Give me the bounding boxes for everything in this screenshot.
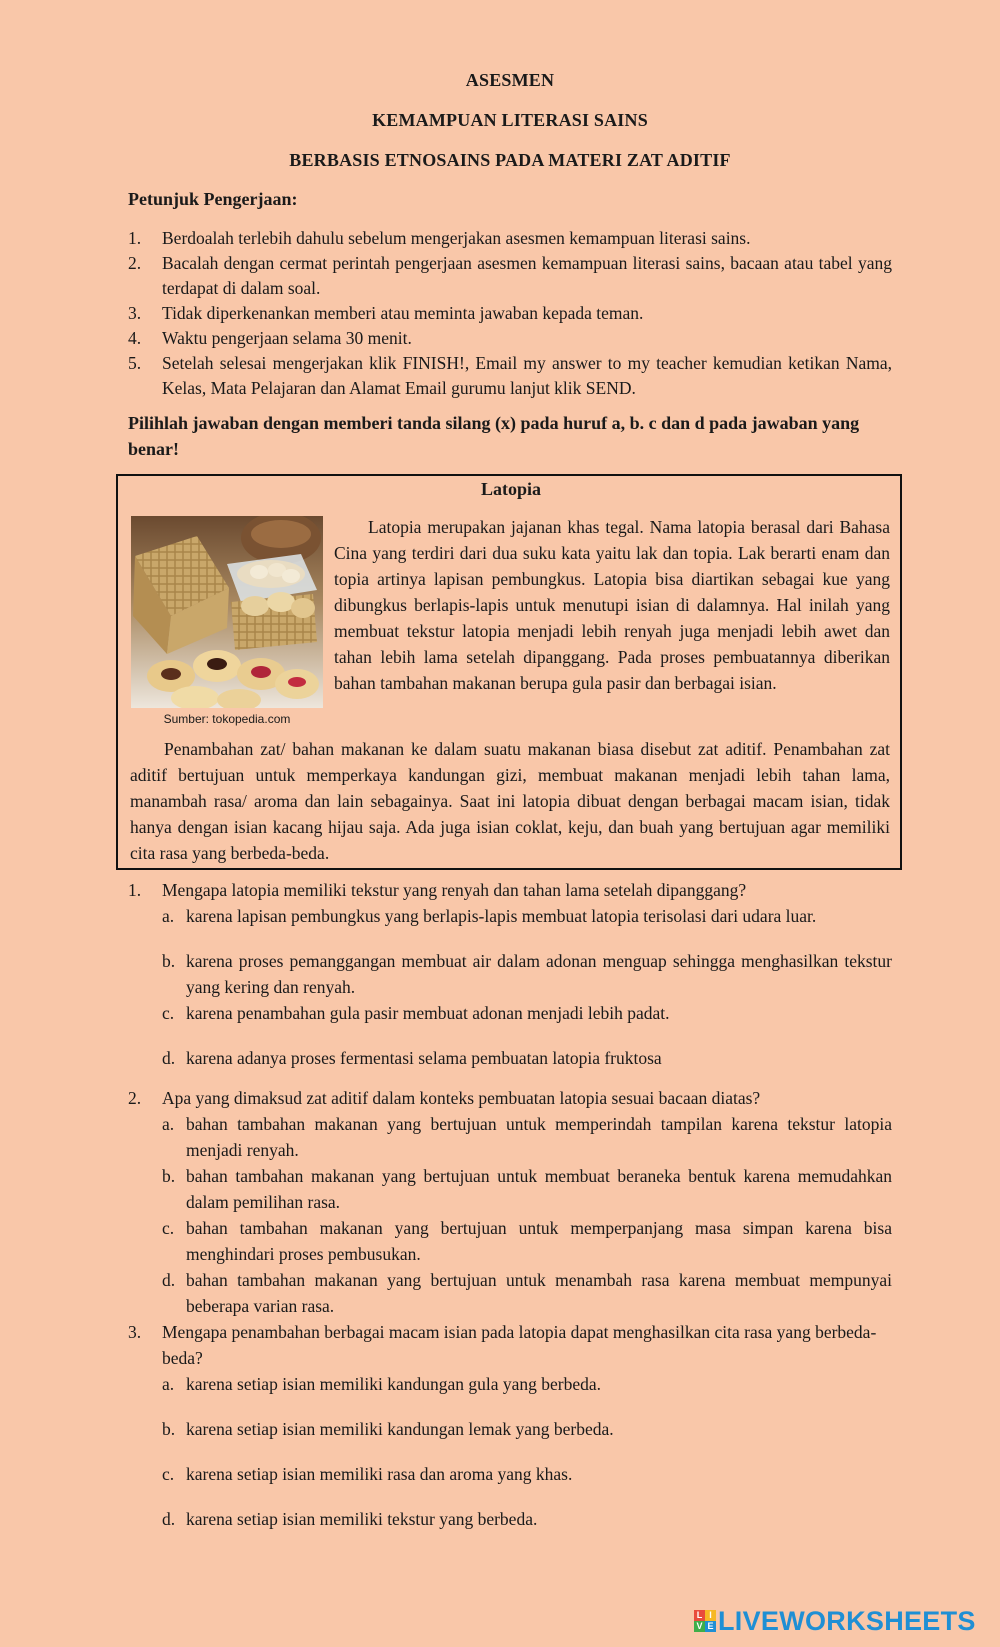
question-1 xyxy=(128,877,892,903)
passage-title: Latopia xyxy=(480,479,541,499)
passage-paragraph-2: Penambahan zat/ bahan makanan ke dalam suatu makanan biasa disebut zat aditif. Penambahan zat aditif bertujuan untuk memperkaya kandungan gizi, membuat makanan menjadi lebih tahan lama, manambah rasa/ aroma dan lain sebagainya. Saat ini latopia dibuat dengan berbagai macam isian, tidak hanya dengan isian kacang hijau saja. Ada juga isian coklat, keju, dan buah yang bertujuan agar memiliki cita rasa yang berbeda-beda. xyxy=(130,739,890,863)
option-letter[interactable]: c. xyxy=(162,1464,175,1484)
answer-option-3b[interactable] xyxy=(162,1416,892,1442)
question-number: 2. xyxy=(128,1088,142,1108)
instructions-list xyxy=(128,226,892,401)
option-letter[interactable]: b. xyxy=(162,1166,176,1186)
instruction-number: 4. xyxy=(128,328,142,348)
answer-option-2c[interactable] xyxy=(162,1215,892,1267)
option-letter[interactable]: a. xyxy=(162,1374,175,1394)
logo-text: LIVEWORKSHEETS xyxy=(718,1605,976,1636)
option-text: karena setiap isian memiliki tekstur yang berbeda. xyxy=(186,1509,538,1529)
logo-mark-letter: I xyxy=(705,1610,716,1621)
answer-option-3d[interactable] xyxy=(162,1506,892,1532)
option-text: bahan tambahan makanan yang bertujuan untuk memperpanjang masa simpan karena bisa menghindari proses pembusukan. xyxy=(186,1218,892,1264)
latopia-illustration xyxy=(131,516,323,708)
title-etnosains: BERBASIS ETNOSAINS PADA MATERI ZAT ADITIF xyxy=(289,150,731,170)
instruction-item xyxy=(128,251,892,301)
answer-instruction: Pilihlah jawaban dengan memberi tanda silang (x) pada huruf a, b. c dan d pada jawaban yang benar! xyxy=(128,413,860,459)
option-letter[interactable]: d. xyxy=(162,1509,176,1529)
instruction-item xyxy=(128,351,892,401)
answer-option-1a[interactable] xyxy=(162,903,892,929)
option-letter[interactable]: d. xyxy=(162,1270,176,1290)
instruction-item xyxy=(128,301,892,326)
instructions-heading: Petunjuk Pengerjaan: xyxy=(128,189,298,209)
answer-option-2d[interactable] xyxy=(162,1267,892,1319)
image-caption: Sumber: tokopedia.com xyxy=(163,712,291,726)
option-text: karena proses pemanggangan membuat air dalam adonan menguap sehingga menghasilkan tekstur yang kering dan renyah. xyxy=(186,951,892,997)
answer-option-2a[interactable] xyxy=(162,1111,892,1163)
option-letter[interactable]: a. xyxy=(162,1114,175,1134)
instruction-text: Setelah selesai mengerjakan klik FINISH!, Email my answer to my teacher kemudian ketikan Nama, Kelas, Mata Pelajaran dan Alamat Email gurumu lanjut klik SEND. xyxy=(162,353,892,398)
option-letter[interactable]: c. xyxy=(162,1003,175,1023)
liveworksheets-logo[interactable] xyxy=(694,1606,976,1636)
option-text: karena setiap isian memiliki kandungan lemak yang berbeda. xyxy=(186,1419,614,1439)
answer-option-1c[interactable] xyxy=(162,1000,892,1026)
logo-mark-letter: E xyxy=(705,1621,716,1632)
option-text: karena adanya proses fermentasi selama pembuatan latopia fruktosa xyxy=(186,1048,662,1068)
question-2 xyxy=(128,1085,892,1111)
instruction-number: 3. xyxy=(128,303,142,323)
option-letter[interactable]: d. xyxy=(162,1048,176,1068)
option-text: karena setiap isian memiliki rasa dan aroma yang khas. xyxy=(186,1464,573,1484)
question-text: Apa yang dimaksud zat aditif dalam konteks pembuatan latopia sesuai bacaan diatas? xyxy=(162,1088,761,1108)
question-text: Mengapa penambahan berbagai macam isian pada latopia dapat menghasilkan cita rasa yang berbeda-beda? xyxy=(162,1322,877,1368)
passage-paragraph-1: Latopia merupakan jajanan khas tegal. Nama latopia berasal dari Bahasa Cina yang terdiri dari dua suku kata yaitu lak dan topia. Lak berarti enam dan topia artinya lapisan pembungkus. Latopia bisa diartikan sebagai kue yang dibungkus berlapis-lapis untuk menutupi isian di dalamnya. Hal inilah yang membuat tekstur latopia menjadi lebih renyah juga menjadi lebih awet dan tahan lebih lama setelah dipanggang. Pada proses pembuatannya diberikan bahan tambahan makanan berupa gula pasir dan berbagai isian. xyxy=(334,517,890,693)
instruction-text: Tidak diperkenankan memberi atau meminta jawaban kepada teman. xyxy=(162,303,644,323)
option-letter[interactable]: b. xyxy=(162,1419,176,1439)
instruction-text: Waktu pengerjaan selama 30 menit. xyxy=(162,328,412,348)
option-text: bahan tambahan makanan yang bertujuan untuk membuat beraneka bentuk karena memudahkan dalam pemilihan rasa. xyxy=(186,1166,892,1212)
logo-mark-letter: L xyxy=(694,1610,705,1621)
answer-option-1b[interactable] xyxy=(162,948,892,1000)
option-text: bahan tambahan makanan yang bertujuan untuk menambah rasa karena membuat mempunyai beberapa varian rasa. xyxy=(186,1270,892,1316)
title-asesmen: ASESMEN xyxy=(465,70,555,90)
answer-option-1d[interactable] xyxy=(162,1045,892,1071)
instruction-number: 2. xyxy=(128,253,142,273)
option-letter[interactable]: a. xyxy=(162,906,175,926)
option-letter[interactable]: c. xyxy=(162,1218,175,1238)
option-text: karena penambahan gula pasir membuat adonan menjadi lebih padat. xyxy=(186,1003,670,1023)
logo-mark-icon xyxy=(694,1610,716,1632)
reading-passage-box xyxy=(116,474,902,870)
question-number: 1. xyxy=(128,880,142,900)
question-number: 3. xyxy=(128,1322,142,1342)
instruction-item xyxy=(128,226,892,251)
option-letter[interactable]: b. xyxy=(162,951,176,971)
question-3 xyxy=(128,1319,892,1371)
option-text: karena lapisan pembungkus yang berlapis-lapis membuat latopia terisolasi dari udara luar. xyxy=(186,906,817,926)
option-text: bahan tambahan makanan yang bertujuan untuk memperindah tampilan karena tekstur latopia menjadi renyah. xyxy=(186,1114,892,1160)
instruction-number: 1. xyxy=(128,228,142,248)
latopia-photo xyxy=(131,516,323,708)
answer-option-3c[interactable] xyxy=(162,1461,892,1487)
instruction-number: 5. xyxy=(128,353,142,373)
instruction-text: Bacalah dengan cermat perintah pengerjaan asesmen kemampuan literasi sains, bacaan atau tabel yang terdapat di dalam soal. xyxy=(162,253,892,298)
answer-option-3a[interactable] xyxy=(162,1371,892,1397)
instruction-text: Berdoalah terlebih dahulu sebelum mengerjakan asesmen kemampuan literasi sains. xyxy=(162,228,751,248)
instruction-item xyxy=(128,326,892,351)
title-literasi-sains: KEMAMPUAN LITERASI SAINS xyxy=(372,110,648,130)
answer-option-2b[interactable] xyxy=(162,1163,892,1215)
option-text: karena setiap isian memiliki kandungan gula yang berbeda. xyxy=(186,1374,602,1394)
logo-mark-letter: V xyxy=(694,1621,705,1632)
question-text: Mengapa latopia memiliki tekstur yang renyah dan tahan lama setelah dipanggang? xyxy=(162,880,747,900)
